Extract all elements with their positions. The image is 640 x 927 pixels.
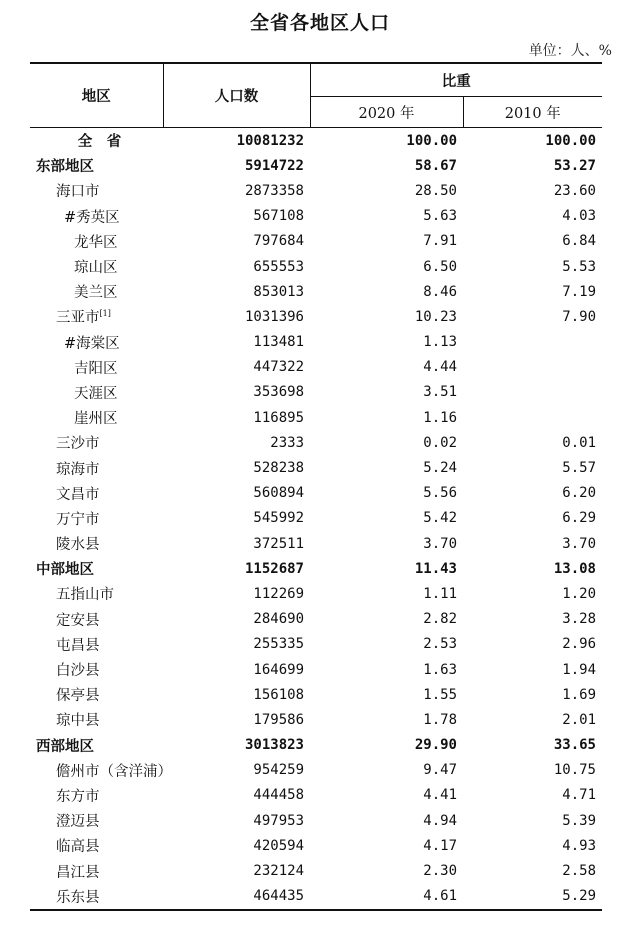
region-name: [30, 682, 163, 707]
region-name-text: 天涯区: [74, 385, 118, 402]
table-row: [30, 833, 602, 858]
share-2020-value: 11.43: [414, 560, 457, 577]
region-name-text: 中部地区: [36, 562, 94, 579]
region-name: [30, 833, 163, 858]
share-2010-value: 5.39: [562, 812, 596, 829]
region-name: [30, 758, 172, 783]
region-name: [30, 254, 163, 279]
table-row: [30, 178, 602, 203]
share-2020-value: 7.91: [423, 233, 457, 250]
share-2010-value: [463, 380, 602, 405]
share-2020-value: 1.13: [423, 334, 457, 351]
table-row: [30, 682, 602, 707]
table-row: [30, 430, 602, 455]
share-2010-value: 13.08: [553, 560, 596, 577]
share-2020-value: 1.11: [423, 585, 457, 602]
table-row: [30, 455, 602, 480]
share-2020-value: 1.16: [423, 409, 457, 426]
population-value: 1152687: [244, 560, 304, 577]
header-population: 人口数: [163, 63, 310, 128]
region-name: [30, 808, 163, 833]
share-2020-value: 4.41: [423, 787, 457, 804]
share-2020-value: 8.46: [423, 283, 457, 300]
share-2020-value: 2.30: [423, 863, 457, 880]
share-2010-value: 5.57: [562, 460, 596, 477]
header-share: 比重: [310, 63, 602, 97]
share-2010-value: 6.84: [562, 233, 596, 250]
region-name-text: 东部地区: [36, 159, 94, 176]
table-title: 全省各地区人口: [249, 12, 390, 34]
share-2010-value: 4.03: [562, 208, 596, 225]
population-value: 420594: [253, 837, 304, 854]
share-2020-value: 28.50: [414, 182, 457, 199]
table-row: [30, 506, 602, 531]
population-value: 1031396: [244, 308, 304, 325]
region-name-text: 陵水县: [56, 537, 100, 554]
share-2020-value: 5.42: [423, 510, 457, 527]
region-name: [30, 707, 163, 732]
share-2010-value: 7.19: [562, 283, 596, 300]
region-name: [30, 430, 163, 455]
share-2010-value: [463, 355, 602, 380]
population-value: 560894: [253, 485, 304, 502]
share-2020-value: 6.50: [423, 258, 457, 275]
region-name: [30, 858, 163, 883]
population-value: 528238: [253, 460, 304, 477]
region-name: [30, 229, 163, 254]
region-name-text: 文昌市: [56, 486, 100, 503]
share-2010-value: 6.20: [562, 485, 596, 502]
region-name-text: 龙华区: [74, 234, 118, 251]
population-value: 2333: [270, 434, 304, 451]
population-value: 3013823: [244, 737, 304, 754]
region-name: [30, 279, 163, 304]
region-name: [30, 128, 163, 154]
share-2010-value: 2.01: [562, 711, 596, 728]
region-name: [30, 657, 163, 682]
share-2020-value: 4.94: [423, 812, 457, 829]
share-2010-value: 0.01: [562, 434, 596, 451]
population-value: 372511: [253, 535, 304, 552]
table-row: [30, 380, 602, 405]
share-2020-value: 2.53: [423, 636, 457, 653]
share-2020-value: 3.51: [423, 384, 457, 401]
share-2010-value: 1.20: [562, 585, 596, 602]
population-table: [30, 62, 602, 911]
table-row: [30, 733, 602, 758]
population-value: 797684: [253, 233, 304, 250]
share-2010-value: 1.69: [562, 686, 596, 703]
region-name-text: 儋州市（含洋浦）: [56, 763, 172, 780]
share-2020-value: 100.00: [406, 132, 457, 149]
population-value: 497953: [253, 812, 304, 829]
share-2010-value: 4.93: [562, 837, 596, 854]
share-2010-value: [463, 405, 602, 430]
region-name: [30, 531, 163, 556]
population-value: 10081232: [236, 132, 304, 149]
share-2010-value: 5.53: [562, 258, 596, 275]
share-2010-value: 4.71: [562, 787, 596, 804]
table-row: [30, 884, 602, 910]
region-name-text: #秀英区: [64, 209, 120, 226]
region-name-text: 屯昌县: [56, 637, 100, 654]
population-value: 116895: [253, 409, 304, 426]
share-2020-value: 9.47: [423, 762, 457, 779]
region-name-text: 崖州区: [74, 411, 118, 428]
table-row: [30, 707, 602, 732]
header-region: 地区: [30, 63, 163, 128]
region-name: [30, 733, 163, 758]
population-value: 112269: [253, 585, 304, 602]
table-row: [30, 607, 602, 632]
share-2020-value: 29.90: [414, 737, 457, 754]
share-2010-value: 1.94: [562, 661, 596, 678]
region-name: [30, 556, 163, 581]
table-row: [30, 632, 602, 657]
region-name-text: 吉阳区: [74, 360, 118, 377]
share-2020-value: 1.55: [423, 686, 457, 703]
share-2010-value: 2.96: [562, 636, 596, 653]
population-value: 232124: [253, 863, 304, 880]
region-name: [30, 153, 163, 178]
table-row: [30, 355, 602, 380]
table-row: [30, 330, 602, 355]
population-value: 464435: [163, 884, 310, 910]
region-name-text: 保亭县: [56, 688, 100, 705]
region-name-text: 临高县: [56, 839, 100, 856]
table-row: [30, 531, 602, 556]
population-value: 5914722: [244, 157, 304, 174]
share-2020-value: 1.78: [423, 711, 457, 728]
share-2010-value: 5.29: [463, 884, 602, 910]
region-name-text: 三沙市: [56, 436, 100, 453]
region-name-text: 海口市: [56, 184, 100, 201]
region-name-text: 万宁市: [56, 511, 100, 528]
share-2010-value: 100.00: [545, 132, 596, 149]
table-row: [30, 657, 602, 682]
population-value: 255335: [253, 636, 304, 653]
share-2010-value: 53.27: [553, 157, 596, 174]
region-name: [30, 330, 163, 355]
share-2010-value: 3.28: [562, 611, 596, 628]
region-name-text: 东方市: [56, 788, 100, 805]
population-value: 444458: [253, 787, 304, 804]
population-value: 567108: [253, 208, 304, 225]
table-row: [30, 481, 602, 506]
share-2010-value: [463, 330, 602, 355]
region-name-text: 全 省: [77, 134, 122, 151]
region-name-text: #海棠区: [64, 335, 120, 352]
population-value: 353698: [253, 384, 304, 401]
region-name: [30, 355, 163, 380]
region-name-text: 琼中县: [56, 713, 100, 730]
share-2020-value: 5.24: [423, 460, 457, 477]
share-2020-value: 4.61: [310, 884, 463, 910]
region-name-text: 西部地区: [36, 738, 94, 755]
population-value: 284690: [253, 611, 304, 628]
region-name: [30, 405, 163, 430]
table-row: [30, 808, 602, 833]
region-name: [30, 581, 163, 606]
share-2020-value: 58.67: [414, 157, 457, 174]
population-value: 447322: [253, 359, 304, 376]
header-year-2010: 2010 年: [463, 97, 602, 128]
population-value: 545992: [253, 510, 304, 527]
share-2010-value: 3.70: [562, 535, 596, 552]
table-body: [30, 128, 602, 910]
share-2020-value: 3.70: [423, 535, 457, 552]
footnote-marker: [1]: [99, 309, 111, 319]
region-name: [30, 481, 163, 506]
region-name: [30, 506, 163, 531]
share-2020-value: 0.02: [423, 434, 457, 451]
table-row: [30, 858, 602, 883]
share-2010-value: 6.29: [562, 510, 596, 527]
table-row: [30, 783, 602, 808]
population-value: 164699: [253, 661, 304, 678]
share-2020-value: 4.44: [423, 359, 457, 376]
region-name-text: 白沙县: [56, 663, 100, 680]
share-2010-value: 33.65: [553, 737, 596, 754]
region-name: [30, 632, 163, 657]
population-value: 2873358: [244, 182, 304, 199]
table-row: [30, 556, 602, 581]
population-value: 156108: [253, 686, 304, 703]
share-2020-value: 5.56: [423, 485, 457, 502]
region-name: [30, 607, 163, 632]
unit-label: 单位：人、%: [528, 43, 612, 59]
population-value: 179586: [253, 711, 304, 728]
table-row: [30, 405, 602, 430]
table-row: [30, 204, 602, 229]
region-name: [30, 178, 163, 203]
table-row: [30, 229, 602, 254]
region-name-text: 美兰区: [74, 285, 118, 302]
region-name-text: 五指山市: [56, 587, 114, 604]
share-2010-value: 23.60: [553, 182, 596, 199]
region-name-text: 琼山区: [74, 260, 118, 277]
share-2010-value: 2.58: [562, 863, 596, 880]
share-2020-value: 10.23: [414, 308, 457, 325]
share-2020-value: 2.82: [423, 611, 457, 628]
region-name-text: 三亚市: [56, 310, 100, 327]
region-name: [30, 884, 163, 910]
table-row: [30, 254, 602, 279]
region-name-text: 定安县: [56, 612, 100, 629]
table-row: [30, 128, 602, 154]
share-2020-value: 5.63: [423, 208, 457, 225]
region-name-text: 澄迈县: [56, 814, 100, 831]
table-row: [30, 279, 602, 304]
share-2010-value: 7.90: [562, 308, 596, 325]
region-name: [30, 455, 163, 480]
region-name: [30, 204, 163, 229]
population-value: 853013: [253, 283, 304, 300]
share-2010-value: 10.75: [553, 762, 596, 779]
region-name: [30, 380, 163, 405]
population-value: 655553: [253, 258, 304, 275]
region-name: [30, 304, 163, 329]
region-name-text: 琼海市: [56, 461, 100, 478]
population-value: 954259: [253, 762, 304, 779]
table-row: [30, 304, 602, 329]
table-row: [30, 153, 602, 178]
region-name-text: 昌江县: [56, 864, 100, 881]
header-year-2020: 2020 年: [310, 97, 463, 128]
share-2020-value: 1.63: [423, 661, 457, 678]
region-name-text: 乐东县: [56, 889, 100, 906]
region-name: [30, 783, 163, 808]
share-2020-value: 4.17: [423, 837, 457, 854]
table-row: [30, 758, 602, 783]
table-row: [30, 581, 602, 606]
population-value: 113481: [253, 334, 304, 351]
